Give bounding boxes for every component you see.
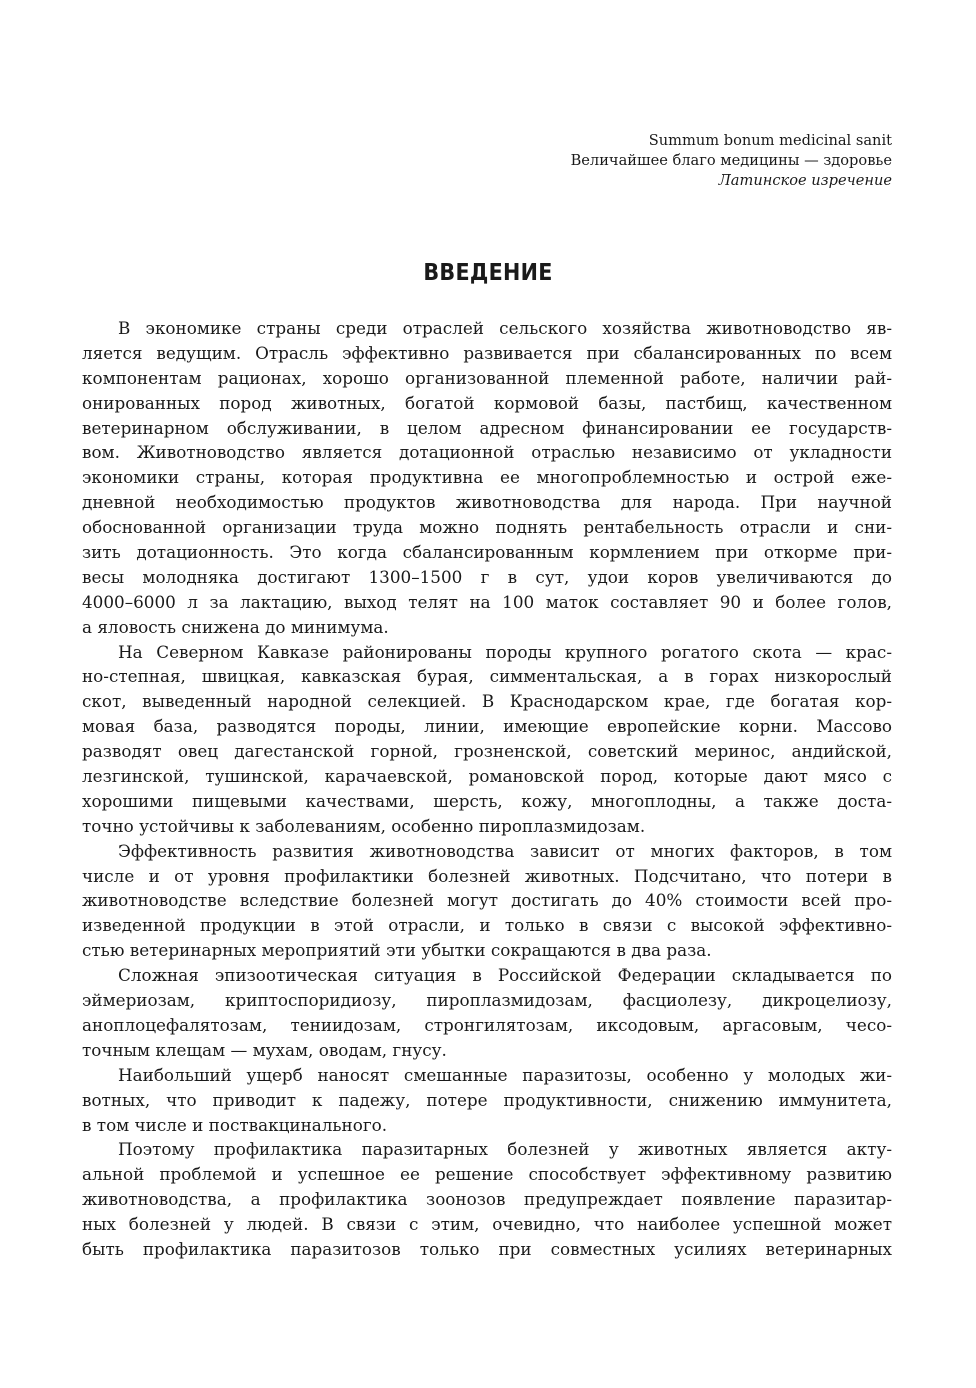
text-line: аноплоцефалятозам, тениидозам, стронгилятозам, иксодовым, аргасовым, чесо- (82, 1014, 892, 1035)
text-line: Поэтому профилактика паразитарных болезней у животных является акту- (118, 1139, 892, 1160)
text-line: вом. Животноводство является дотационной отраслью независимо от укладности (82, 442, 892, 463)
text-line: в том числе и поствакцинального. (82, 1114, 388, 1135)
text-line: скот, выведенный народной селекцией. В Краснодарском крае, где богатая кор- (82, 691, 892, 712)
text-line: В экономике страны среди отраслей сельского хозяйства животноводство яв- (118, 318, 892, 338)
text-line: а яловость снижена до минимума. (82, 616, 389, 637)
text-line: животноводства, а профилактика зоонозов предупреждает появление паразитар- (82, 1189, 892, 1210)
text-line: вотных, что приводит к падежу, потере продуктивности, снижению иммунитета, (82, 1089, 892, 1110)
text-line: 4000–6000 л за лактацию, выход телят на 100 маток составляет 90 и более голов, (82, 591, 892, 612)
text-line: ляется ведущим. Отрасль эффективно развивается при сбалансированных по всем (82, 342, 892, 363)
text-line: точным клещам — мухам, оводам, гнусу. (82, 1039, 447, 1060)
text-line: ных болезней у людей. В связи с этим, очевидно, что наиболее успешной может (82, 1214, 892, 1235)
text-line: весы молодняка достигают 1300–1500 г в сут, удои коров увеличиваются до (82, 566, 892, 587)
body-text (82, 316, 892, 1262)
text-line: мовая база, разводятся породы, линии, имеющие европейские корни. Массово (82, 716, 892, 737)
text-line: зить дотационность. Это когда сбалансированным кормлением при откорме при- (82, 542, 892, 563)
text-line: стью ветеринарных мероприятий эти убытки сокращаются в два раза. (82, 940, 712, 961)
text-line: лезгинской, тушинской, карачаевской, романовской пород, которые дают мясо с (82, 766, 892, 787)
chapter-title: ВВЕДЕНИЕ (423, 260, 553, 286)
text-line: дневной необходимостью продуктов животноводства для народа. При научной (82, 492, 892, 513)
text-line: животноводстве вследствие болезней могут достигать до 40% стоимости всей про- (82, 890, 892, 911)
text-line: альной проблемой и успешное ее решение способствует эффективному развитию (82, 1164, 892, 1185)
text-line: обоснованной организации труда можно поднять рентабельность отрасли и сни- (82, 517, 892, 538)
text-line: разводят овец дагестанской горной, грозненской, советский меринос, андийской, (82, 741, 892, 762)
text-line: ветеринарном обслуживании, в целом адресном финансировании ее государств- (82, 417, 892, 438)
text-line: быть профилактика паразитозов только при совместных усилиях ветеринарных (82, 1238, 892, 1259)
epigraph-source: Латинское изречение (718, 172, 892, 189)
text-line: но-степная, швицкая, кавказская бурая, симментальская, а в горах низкорослый (82, 666, 892, 687)
text-line: хорошими пищевыми качествами, шерсть, кожу, многоплодны, а также доста- (82, 790, 892, 811)
epigraph-translation: Величайшее благо медицины — здоровье (570, 152, 892, 169)
epigraph (571, 131, 892, 191)
text-line: Сложная эпизоотическая ситуация в Российской Федерации складывается по (118, 965, 892, 986)
text-line: изведенной продукции в этой отрасли, и только в связи с высокой эффективно- (82, 915, 892, 936)
text-line: Наибольший ущерб наносят смешанные паразитозы, особенно у молодых жи- (118, 1064, 892, 1085)
text-line: онированных пород животных, богатой кормовой базы, пастбищ, качественном (82, 392, 892, 413)
text-line: точно устойчивы к заболеваниям, особенно пироплазмидозам. (82, 815, 646, 836)
text-line: эймериозам, криптоспоридиозу, пироплазмидозам, фасциолезу, дикроцелиозу, (82, 990, 892, 1011)
text-line: компонентам рационах, хорошо организованной племенной работе, наличии рай- (82, 367, 892, 388)
text-line: Эффективность развития животноводства зависит от многих факторов, в том (118, 840, 892, 861)
epigraph-latin: Summum bonum medicinal sanit (648, 132, 892, 149)
text-line: На Северном Кавказе районированы породы крупного рогатого скота — крас- (118, 641, 892, 662)
text-line: числе и от уровня профилактики болезней животных. Подсчитано, что потери в (82, 865, 892, 886)
text-line: экономики страны, которая продуктивна ее многопроблемностью и острой еже- (82, 467, 892, 488)
